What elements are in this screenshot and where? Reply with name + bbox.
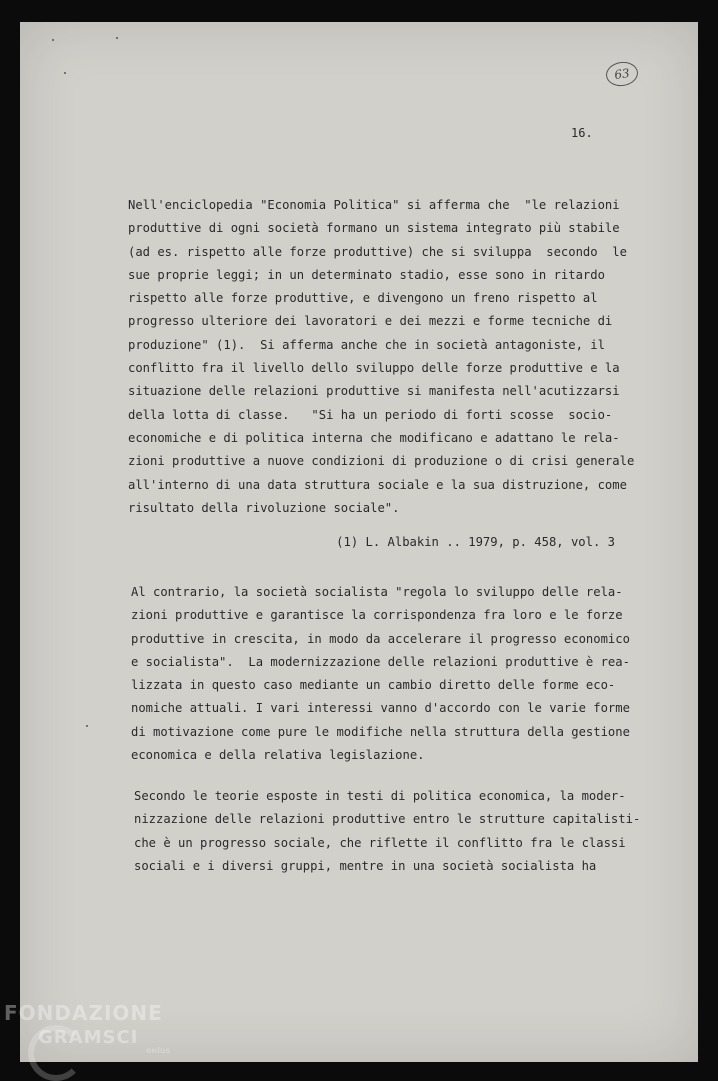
text-line: zioni produttive a nuove condizioni di produzione o di crisi generale [128,454,635,469]
text-line: conflitto fra il livello dello sviluppo delle forze produttive e la [128,361,620,376]
text-line: zioni produttive e garantisce la corrispondenza fra loro e le forze [131,608,623,623]
watermark-line-2: GRAMSCI [38,1027,139,1048]
paragraph-3 [134,785,641,878]
text-line: situazione delle relazioni produttive si manifesta nell'acutizzarsi [128,384,620,399]
paper-speck [116,37,118,39]
text-line: sociali e i diversi gruppi, mentre in una società socialista ha [134,858,597,873]
text-line: risultato della rivoluzione sociale". [128,500,400,515]
text-line: nizzazione delle relazioni produttive entro le strutture capitalisti- [134,812,641,827]
text-line: progresso ulteriore dei lavoratori e dei mezzi e forme tecniche di [128,314,613,329]
text-line: e socialista". La modernizzazione delle relazioni produttive è rea- [131,654,630,669]
text-line: Nell'enciclopedia "Economia Politica" si afferma che "le relazioni [128,198,620,212]
text-line: all'interno di una data struttura sociale e la sua distruzione, come [128,477,627,492]
text-line: che è un progresso sociale, che riflette il conflitto fra le classi [134,835,626,850]
text-line: nomiche attuali. I vari interessi vanno d'accordo con le varie forme [131,701,630,716]
text-line: economica e della relativa legislazione. [131,748,425,763]
paragraph-1 [128,194,635,520]
text-line: (ad es. rispetto alle forze produttive) che si sviluppa secondo le [128,244,627,259]
text-line: produttive in crescita, in modo da accelerare il progresso economico [131,631,630,646]
text-line: di motivazione come pure le modifiche nella struttura della gestione [131,724,630,739]
text-line: produzione" (1). Si afferma anche che in società antagoniste, il [128,337,605,352]
watermark-line-1: FONDAZIONE [4,1001,163,1025]
text-line: Secondo le teorie esposte in testi di politica economica, la moder- [134,789,626,803]
circled-archive-number: 63 [604,60,639,88]
text-line: rispetto alle forze produttive, e divengono un freno rispetto al [128,291,598,306]
text-line: della lotta di classe. "Si ha un periodo di forti scosse socio- [128,407,613,422]
watermark-line-3: onlus [146,1046,171,1055]
text-line: sue proprie leggi; in un determinato stadio, esse sono in ritardo [128,267,605,282]
watermark-logo [4,1001,170,1055]
paper-speck [64,72,66,74]
paragraph-2 [131,581,630,767]
text-line: lizzata in questo caso mediante un cambio diretto delle forme eco- [131,678,616,693]
text-line: economiche e di politica interna che modificano e adattano le rela- [128,430,620,445]
paper-speck [86,725,88,727]
footnote: (1) L. Albakin .. 1979, p. 458, vol. 3 [336,535,615,549]
paper-speck [52,39,54,41]
text-line: produttive di ogni società formano un sistema integrato più stabile [128,221,620,236]
page-number: 16. [571,126,593,140]
text-line: Al contrario, la società socialista "regola lo sviluppo delle rela- [131,585,623,599]
